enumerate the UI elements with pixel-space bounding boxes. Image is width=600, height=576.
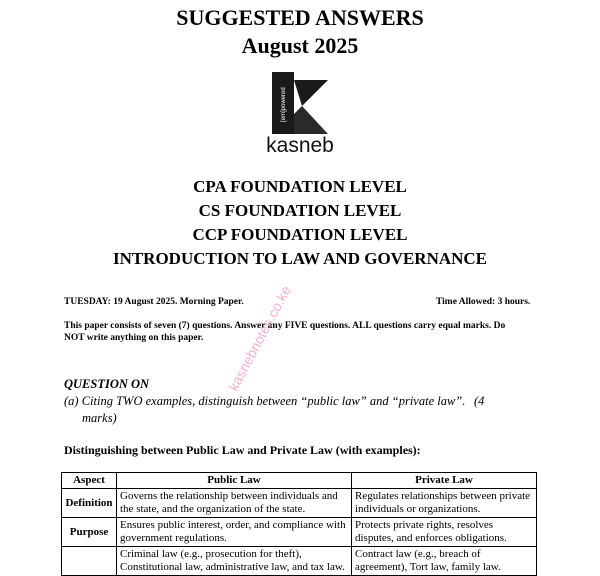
question-marks-continued: marks) bbox=[82, 411, 117, 425]
document-date: August 2025 bbox=[241, 33, 359, 58]
time-allowed: Time Allowed: 3 hours. bbox=[436, 297, 531, 307]
instructions-line-2: NOT write anything on this paper. bbox=[64, 333, 204, 343]
question-text: (a) Citing TWO examples, distinguish between “public law” and “private law”. bbox=[64, 394, 466, 408]
cell-private: Protects private rights, resolves disputes, and enforces obligations. bbox=[352, 518, 537, 547]
table-row bbox=[62, 489, 537, 518]
comparison-table bbox=[61, 472, 537, 576]
question-marks: (4 bbox=[474, 394, 485, 408]
level-cs: CS FOUNDATION LEVEL bbox=[198, 201, 402, 220]
level-ccp: CCP FOUNDATION LEVEL bbox=[192, 225, 408, 244]
document-title: SUGGESTED ANSWERS bbox=[176, 5, 424, 30]
cell-public: Governs the relationship between individuals and the state, and the organization of the state. bbox=[117, 489, 352, 518]
table-row bbox=[62, 547, 537, 576]
answer-heading: Distinguishing between Public Law and Private Law (with examples): bbox=[64, 443, 421, 457]
cell-aspect: Purpose bbox=[62, 518, 117, 547]
header-aspect: Aspect bbox=[62, 473, 117, 489]
cell-private: Contract law (e.g., breach of agreement), Tort law, family law. bbox=[352, 547, 537, 576]
question-label: QUESTION ON bbox=[64, 377, 150, 391]
table-row bbox=[62, 518, 537, 547]
level-cpa: CPA FOUNDATION LEVEL bbox=[193, 177, 407, 196]
watermark-text: kasnebnotes.co.ke bbox=[225, 282, 294, 394]
header-public-law: Public Law bbox=[117, 473, 352, 489]
exam-day: TUESDAY: 19 August 2025. Morning Paper. bbox=[64, 297, 244, 307]
header-private-law: Private Law bbox=[352, 473, 537, 489]
cell-public: Ensures public interest, order, and compliance with government regulations. bbox=[117, 518, 352, 547]
table-header-row bbox=[62, 473, 537, 489]
cell-private: Regulates relationships between private individuals or organizations. bbox=[352, 489, 537, 518]
cell-aspect: Definition bbox=[62, 489, 117, 518]
logo-tagline: [em]powered bbox=[281, 87, 287, 122]
subject-title: INTRODUCTION TO LAW AND GOVERNANCE bbox=[112, 249, 488, 268]
cell-public: Criminal law (e.g., prosecution for theft), Constitutional law, administrative law, and tax law. bbox=[117, 547, 352, 576]
cell-aspect bbox=[62, 547, 117, 576]
logo-text: kasneb bbox=[266, 134, 334, 157]
instructions-line-1: This paper consists of seven (7) questions. Answer any FIVE questions. ALL questions carry equal marks. Do bbox=[64, 321, 506, 331]
